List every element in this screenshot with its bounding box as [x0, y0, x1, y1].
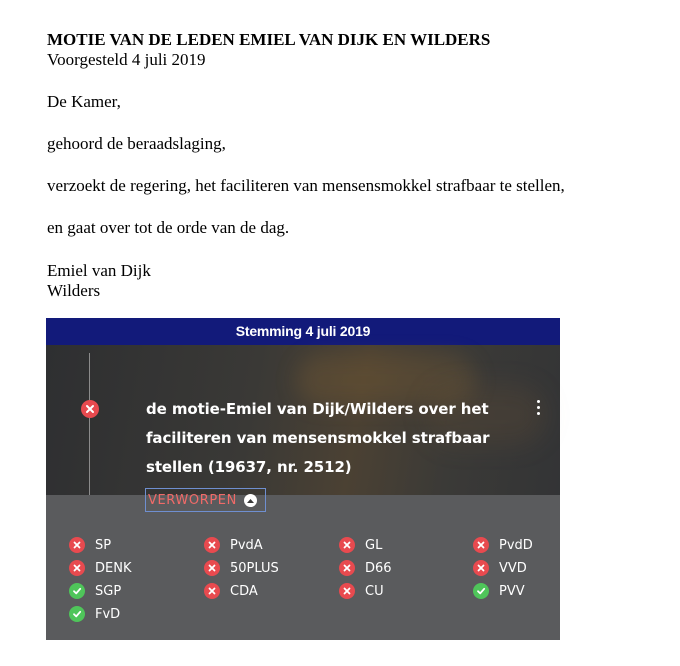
party-vote-denk — [69, 559, 131, 577]
motion-line: de motie-Emiel van Dijk/Wilders over het — [146, 400, 489, 418]
x-circle-icon — [204, 537, 220, 553]
x-circle-icon — [339, 560, 355, 576]
check-circle-icon — [69, 583, 85, 599]
timeline-line — [89, 353, 90, 495]
party-vote-pvda — [204, 536, 263, 554]
status-label: VERWORPEN — [148, 493, 237, 508]
party-name: VVD — [499, 560, 527, 576]
request-clause: verzoekt de regering, het faciliteren van mensensmokkel strafbaar te stellen, — [47, 176, 565, 195]
heard-clause: gehoord de beraadslaging, — [47, 134, 226, 153]
party-vote-50plus — [204, 559, 279, 577]
motion-document — [47, 30, 667, 301]
x-circle-icon — [204, 583, 220, 599]
x-circle-icon — [473, 537, 489, 553]
vote-card-header: Stemming 4 juli 2019 — [46, 318, 560, 345]
motion-line: stellen (19637, nr. 2512) — [146, 458, 352, 476]
vote-card — [46, 318, 560, 640]
more-options-icon[interactable] — [534, 400, 542, 420]
motion-panel — [46, 345, 560, 508]
x-circle-icon — [69, 537, 85, 553]
motion-title: MOTIE VAN DE LEDEN EMIEL VAN DIJK EN WILDERS — [47, 30, 491, 49]
x-circle-icon — [204, 560, 220, 576]
party-vote-fvd — [69, 605, 120, 623]
party-vote-pvv — [473, 582, 525, 600]
x-circle-icon — [339, 537, 355, 553]
x-circle-icon — [339, 583, 355, 599]
x-circle-icon — [473, 560, 489, 576]
party-votes — [46, 495, 560, 640]
check-circle-icon — [473, 583, 489, 599]
party-name: PvdA — [230, 537, 263, 553]
party-name: D66 — [365, 560, 392, 576]
proposed-date: Voorgesteld 4 juli 2019 — [47, 50, 206, 69]
party-name: 50PLUS — [230, 560, 279, 576]
x-circle-icon — [81, 400, 99, 418]
party-vote-cu — [339, 582, 384, 600]
party-name: FvD — [95, 606, 121, 622]
check-circle-icon — [69, 606, 85, 622]
party-name: PVV — [499, 583, 525, 599]
party-name: SP — [95, 537, 112, 553]
x-circle-icon — [69, 560, 85, 576]
party-name: GL — [365, 537, 383, 553]
motion-line: faciliteren van mensensmokkel strafbaar — [146, 429, 490, 447]
motion-description — [146, 395, 506, 482]
party-name: SGP — [95, 583, 122, 599]
signatory: Emiel van Dijk — [47, 261, 151, 280]
party-name: PvdD — [499, 537, 533, 553]
salutation: De Kamer, — [47, 92, 121, 111]
party-name: CU — [365, 583, 384, 599]
party-vote-vvd — [473, 559, 527, 577]
party-vote-sp — [69, 536, 111, 554]
party-vote-sgp — [69, 582, 121, 600]
closing-clause: en gaat over tot de orde van de dag. — [47, 218, 290, 237]
party-name: CDA — [230, 583, 258, 599]
party-vote-cda — [204, 582, 258, 600]
party-vote-pvdd — [473, 536, 533, 554]
party-vote-d66 — [339, 559, 392, 577]
party-name: DENK — [95, 560, 132, 576]
signatory: Wilders — [47, 281, 101, 300]
party-vote-gl — [339, 536, 382, 554]
